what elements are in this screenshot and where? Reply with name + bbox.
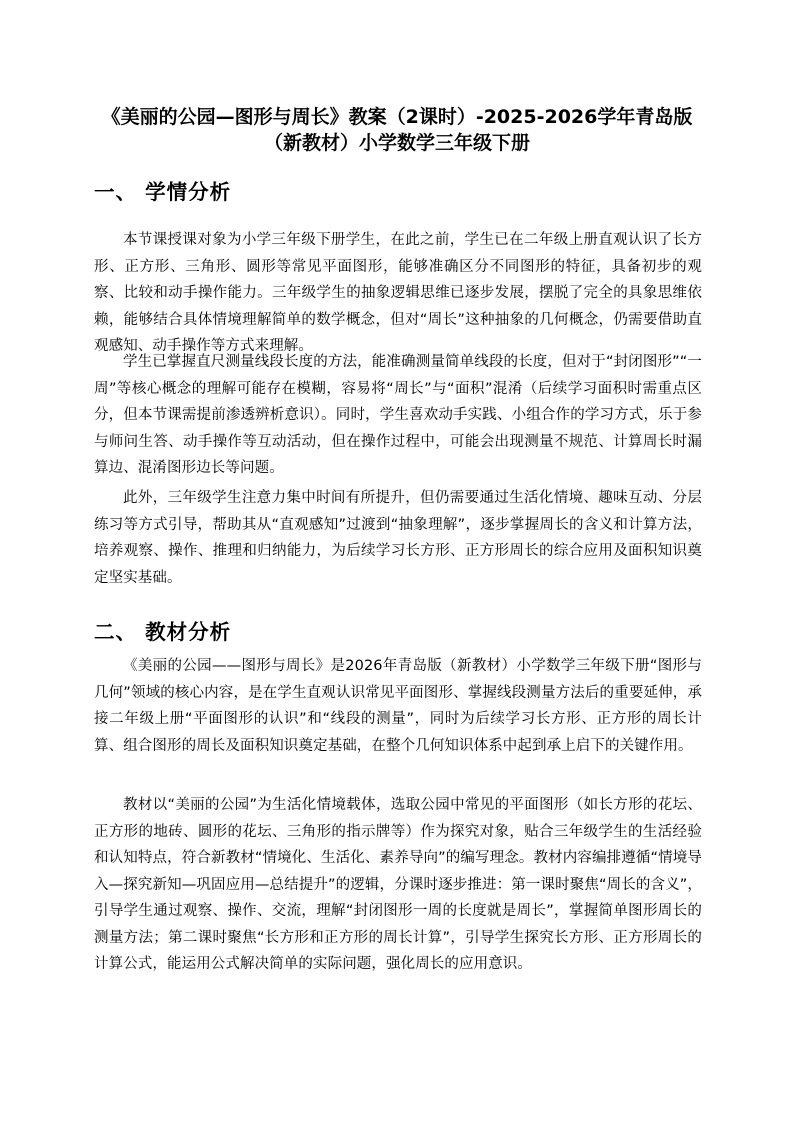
section-heading-learner-analysis: 一、 学情分析 xyxy=(94,180,232,204)
paragraph: 此外，三年级学生注意力集中时间有所提升，但仍需要通过生活化情境、趣味互动、分层练习等方式引导，帮助其从“直观感知”过渡到“抽象理解”，逐步掌握周长的含义和计算方法，培养观察、操作、推理和归纳能力，为后续学习长方形、正方形周长的综合应用及面积知识奠定坚实基础。 xyxy=(94,490,702,586)
document-title: 《美丽的公园—图形与周长》教案（2课时）-2025-2026学年青岛版（新教材）小学数学三年级下册 xyxy=(101,106,693,154)
paragraph: 《美丽的公园——图形与周长》是2026年青岛版（新教材）小学数学三年级下册“图形与几何”领域的核心内容，是在学生直观认识常见平面图形、掌握线段测量方法后的重要延伸，承接二年级上册“平面图形的认识”和“线段的测量”，同时为后续学习长方形、正方形的周长计算、组合图形的周长及面积知识奠定基础，在整个几何知识体系中起到承上启下的关键作用。 xyxy=(94,658,702,754)
section-heading-textbook-analysis: 二、 教材分析 xyxy=(94,620,232,644)
paragraph: 本节课授课对象为小学三年级下册学生，在此之前，学生已在二年级上册直观认识了长方形、正方形、三角形、圆形等常见平面图形，能够准确区分不同图形的特征，具备初步的观察、比较和动手操作能力。三年级学生的抽象逻辑思维已逐步发展，摆脱了完全的具象思维依赖，能够结合具体情境理解简单的数学概念，但对“周长”这种抽象的几何概念，仍需要借助直观感知、动手操作等方式来理解。 xyxy=(94,232,702,354)
paragraph: 学生已掌握直尺测量线段长度的方法，能准确测量简单线段的长度，但对于“封闭图形”“一周”等核心概念的理解可能存在模糊，容易将“周长”与“面积”混淆（后续学习面积时需重点区分，但本节课需提前渗透辨析意识）。同时，学生喜欢动手实践、小组合作的学习方式，乐于参与师问生答、动手操作等互动活动，但在操作过程中，可能会出现测量不规范、计算周长时漏算边、混淆图形边长等问题。 xyxy=(94,354,702,476)
paragraph: 教材以“美丽的公园”为生活化情境载体，选取公园中常见的平面图形（如长方形的花坛、正方形的地砖、圆形的花坛、三角形的指示牌等）作为探究对象，贴合三年级学生的生活经验和认知特点，符合新教材“情境化、生活化、素养导向”的编写理念。教材内容编排遵循“情境导入—探究新知—巩固应用—总结提升”的逻辑，分课时逐步推进：第一课时聚焦“周长的含义”，引导学生通过观察、操作、交流，理解“封闭图形一周的长度就是周长”，掌握简单图形周长的测量方法；第二课时聚焦“长方形和正方形的周长计算”，引导学生探究长方形、正方形周长的计算公式，能运用公式解决简单的实际问题，强化周长的应用意识。 xyxy=(94,797,702,972)
